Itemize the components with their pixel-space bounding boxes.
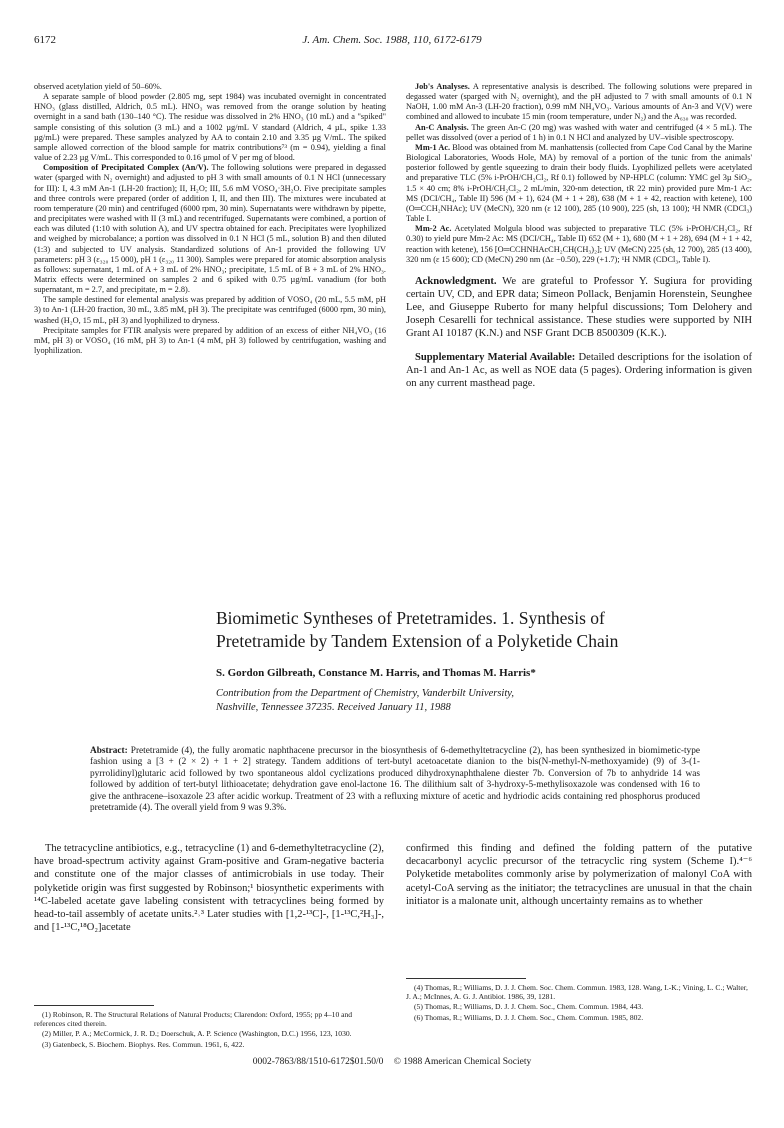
footnote: (5) Thomas, R.; Williams, D. J. J. Chem. Soc., Chem. Commun. 1984, 443.	[414, 1002, 644, 1012]
intro-left-column: The tetracycline antibiotics, e.g., tetracycline (1) and 6-demethyltetracycline (2), have broad-spectrum activity against Gram-positive and Gram-negative bacteria and constitute one of the major classes of antimicrobials in use today. Their polyketide origin was first suggested by Robinson;¹ biosynthetic experiments with ¹⁴C-labeled acetate gave labeling consistent with tetracyclines being formed by head-to-tail assembly of acetate units.²˒³ Later studies with [1,2-¹³C]-, [1-¹³C,²H₃]-, and [1-¹³C,¹⁸O₂]acetate	[34, 843, 384, 934]
price-code: 0002-7863/88/1510-6172$01.50/0	[252, 1057, 384, 1067]
copyright: © 1988 American Chemical Society	[393, 1057, 532, 1067]
footnotes-right	[406, 983, 752, 1023]
footnotes-left	[34, 1010, 384, 1050]
intro-right-column: confirmed this finding and defined the folding pattern of the putative decacarbonyl acyclic precursor of the tetracyclic ring system (Scheme I).⁴⁻⁶ Polyketide metabolites commonly arise by polymerization of malonyl CoA with acetyl-CoA serving as the initiator; the tetracyclines are unusual in that the chain initiator is a malonate unit, although uncertainty remains as to whether	[406, 843, 752, 907]
abstract	[90, 746, 700, 814]
abstract-label: Abstract:	[90, 746, 128, 756]
acknowledgment: Acknowledgment. We are grateful to Professor Y. Sugiura for providing certain UV, CD, and EPR data; Simeon Pollack, Benjamin Horenstein, Seunghee Lee, and Giuseppe Ruberto for many helpful discussions; Tom Delohery and Joseph Cesarelli for technical assistance. These studies were supported by NIH Grant AI 10187 (K.N.) and NSF Grant DCB 8500309 (K.K.).	[406, 275, 752, 340]
running-head: J. Am. Chem. Soc. 1988, 110, 6172-6179	[302, 34, 482, 46]
abstract-text: Pretetramide (4), the fully aromatic naphthacene precursor in the biosynthesis of 6-demethyltetracycline (2), has been synthesized in biomimetic-type fashion using a [3 + (2 × 2) + 1 + 2] strategy. Tandem additions of tert-butyl acetoacetate dianion to the bis(N-methyl-N-methoxyamide) (9) of 3-(1-pyrrolidinyl)glutaric acid followed by two spontaneous aldol cyclizations produced dihydroxynaphthalene diester 7b. Conversion of 7b to anhydride 14 was followed by addition of tert-butyl lithioacetate; dehydration gave enol-lactone 16. The dilithium salt of 3-hydroxy-5-methylisoxazole was condensed with 16 to give the anthracene–isoxazole 23 after acidic workup. Treatment of 23 with a refluxing mixture of acetic and hydriodic acids containing red phosphorus produced pretetramide (4). The overall yield from 9 was 9.3%.	[90, 746, 700, 814]
paragraph: A separate sample of blood powder (2.805 mg, sept 1984) was incubated overnight in concentrated HNO₃ (glass distilled, Aldrich, 0.5 mL). HNO₃ was removed from the orange solution by heating overnight in a sand bath (130–140 °C). The residue was dissolved in 2% HNO₃ (10 mL) and a "spiked" sample consisting of this solution (3 mL) and a 1002 µg/mL V standard (Aldrich, 4 µL, spike 1.33 µg/mL) were prepared. These samples analyzed by AA to contain 2.10 and 3.35 µg V/mL. The spiked sample allowed correction of the blood sample for matrix contributions⁷³ (m = 0.94), yielding a final value of 2.23 µg V/mL. This corresponded to 0.16 µmol of V per mg of blood.	[34, 92, 386, 163]
page-number: 6172	[34, 34, 56, 46]
supplementary-material: Supplementary Material Available: Detailed descriptions for the isolation of An-1 and An-1 Ac, as well as NOE data (5 pages). Ordering information is given on any current masthead page.	[406, 352, 752, 390]
paragraph: Precipitate samples for FTIR analysis were prepared by addition of an excess of either NH₄VO₃ (16 mM, pH 3) or VOSO₄ (16 mM, pH 3) to An-1 (4 mM, pH 3) followed by centrifugation, washing and lyophilization.	[34, 325, 386, 356]
footnote: (1) Robinson, R. The Structural Relations of Natural Products; Clarendon: Oxford, 1955; pp 4–10 and references cited therein.	[34, 1010, 353, 1029]
paragraph: Job's Analyses. A representative analysis is described. The following solutions were prepared in degassed water (sparged with N₂ overnight), and the pH adjusted to 7 with small amounts of 0.1 N NaOH, 1.00 mM An-3 (LH-20 fraction), 0.99 mM NH₄VO₃. Various amounts of An-3 and V(V) were combined and allowed to incubate 15 min (room temperature, under N₂) and the A₆₃₀ was recorded.	[406, 82, 753, 122]
footnote-divider	[406, 978, 526, 979]
article-title: Biomimetic Syntheses of Pretetramides. 1. Synthesis of Pretetramide by Tandem Extension of a Polyketide Chain	[216, 608, 619, 651]
footnote: (3) Gatenbeck, S. Biochem. Biophys. Res. Commun. 1961, 6, 422.	[42, 1039, 245, 1049]
footnote: (4) Thomas, R.; Williams, D. J. J. Chem. Soc. Chem. Commun. 1983, 128. Wang, I.-K.; Vining, L. C.; Walter, J. A.; McInnes, A. G. J. Antibiot. 1986, 39, 1281.	[406, 983, 748, 1002]
paragraph: Mm-1 Ac. Blood was obtained from M. manhattensis (collected from Cape Cod Canal by the Marine Biological Laboratories, Woods Hole, MA) by removal of a portion of the tunic from the animals' posterior followed by gentle squeezing to drain their body fluids. Lyophilized pellets were acetylated and preparative TLC (5% i-PrOH/CH₂Cl₂, Rf 0.1) followed by NP-HPLC (column: YMC gel 3µ SiO₂, 1.5 × 40 cm; 8% i-PrOH/CH₂Cl₂, 2 mL/min, 320-nm detection, tR 22 min) provided pure Mm-1 Ac: MS (DCI/CH₄, Table II) 596 (M + 1), 624 (M + 1 + 28), 638 (M + 1 + 42, reaction with ketene), 100 (O═CCH₂NHAc); UV (MeCN), 320 nm (ε 12 100), 285 (10 900), 225 (sh, 13 100); ¹H NMR (CDCl₃) Table I.	[406, 142, 752, 224]
author-list: S. Gordon Gilbreath, Constance M. Harris, and Thomas M. Harris*	[216, 667, 536, 679]
left-column-experimental	[34, 82, 386, 356]
paragraph: Mm-2 Ac. Acetylated Molgula blood was subjected to preparative TLC (5% i-PrOH/CH₂Cl₂, Rf 0.30) to yield pure Mm-2 Ac: MS (DCI/CH₄, Table II) 652 (M + 1), 680 (M + 1 + 28), 694 (M + 1 + 42, reaction with ketene), 156 [O═CCHNHAcCH₂CH(CH₃)₂]; UV (MeCN) 225 (sh, 12 700), 285 (13 400), 320 nm (ε 15 600); CD (MeCN) 290 nm (Δε −0.50), 229 (+1.7); ¹H NMR (CDCl₃, Table I).	[406, 224, 752, 264]
page-footer	[0, 1057, 784, 1067]
paragraph: Composition of Precipitated Complex (An/V). The following solutions were prepared in degassed water (sparged with N₂ overnight) and adjusted to pH 3 with small amounts of 0.1 N HCl (unnecessary for III): I, 4.3 mM An-1 (LH-20 fraction); II, H₂O; III, 5.6 mM VOSO₄·3H₂O. Five precipitate samples and three controls were prepared (order of addition I, II, and then III). The mixtures were incubated at room temperature (20 min) and centrifuged (6000 rpm, 30 min). Supernatants were withdrawn by pipette, and precipitates were washed with II (3 mL) and recentrifuged. Supernatants were combined, a portion of each was diluted (1:10 with solution A), and UV spectra obtained for each. Precipitates were lyophilized and weighed by microbalance; a portion was dissolved in 0.1 N HCl (5 mL, solution B) and then diluted (1:3) and subjected to UV analysis. Standardized solutions of An-1 provided the following UV parameters: pH 3 (ε₃₂₀ 15 000), pH 1 (ε₃₂₀ 11 300). Samples were prepared for atomic absorption analysis as follows: supernatant, 1 mL of A + 3 mL of 2% HNO₃; precipitate, 1.5 mL of B + 3 mL of 2% HNO₃. Matrix effects were determined on samples 2 and 6 spiked with 0.75 µg/mL vanadium (for both supernatant, m = 2.7, and precipitate, m = 2.8).	[34, 163, 386, 295]
footnote-divider	[34, 1005, 154, 1006]
right-column-experimental	[406, 82, 752, 391]
footnote: (2) Miller, P. A.; McCormick, J. R. D.; Doerschuk, A. P. Science (Washington, D.C.) 1956, 123, 1030.	[42, 1029, 352, 1039]
affiliation: Contribution from the Department of Chemistry, Vanderbilt University, Nashville, Tennessee 37235. Received January 11, 1988	[216, 688, 514, 713]
footnote: (6) Thomas, R.; Williams, D. J. J. Chem. Soc., Chem. Commun. 1985, 802.	[414, 1012, 644, 1022]
paragraph: The sample destined for elemental analysis was prepared by addition of VOSO₄ (20 mL, 5.5 mM, pH 3) to An-1 (LH-20 fraction, 30 mL, 3.85 mM, pH 3). The precipitate was centrifuged (6000 rpm, 30 min), washed (H₂O, 15 mL, pH 3) and lyophilized to dryness.	[34, 295, 386, 325]
paragraph: observed acetylation yield of 50–60%.	[34, 82, 162, 91]
paragraph: An-C Analysis. The green An-C (20 mg) was washed with water and centrifuged (4 × 5 mL). The pellet was dissolved (over a period of 1 h) in 0.1 N HCl and analyzed by UV–visible spectroscopy.	[406, 122, 752, 142]
